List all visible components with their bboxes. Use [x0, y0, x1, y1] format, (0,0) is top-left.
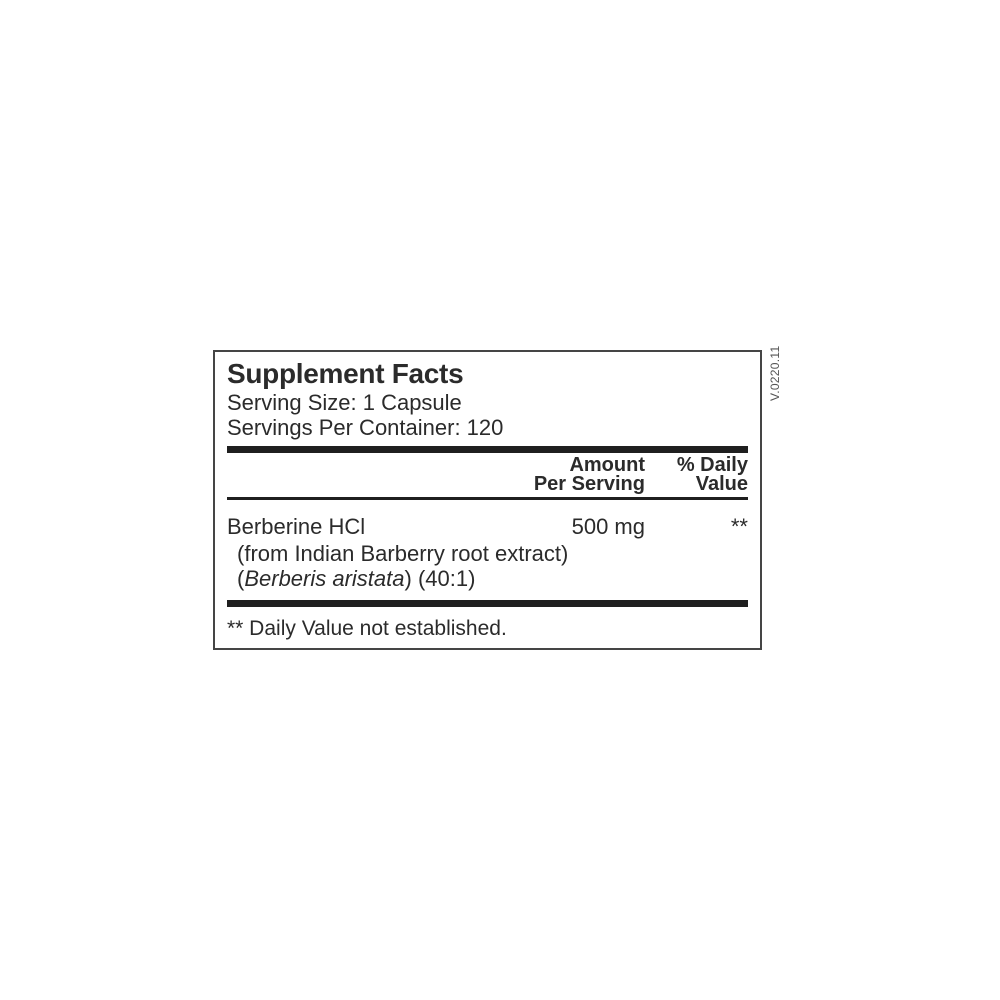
serving-size: Serving Size: 1 Capsule: [227, 390, 462, 415]
dv-header-line2: Value: [695, 473, 748, 495]
ingredient-amount: 500 mg: [571, 514, 645, 539]
amount-per-serving-header: [530, 456, 645, 494]
header-spacer: [227, 456, 530, 494]
botanical-name: Berberis aristata: [244, 566, 405, 591]
botanical-paren-open: (: [237, 566, 245, 591]
panel-title: Supplement Facts: [227, 358, 464, 389]
botanical-ratio: ) (40:1): [404, 566, 476, 591]
divider-thick-bottom: [227, 600, 748, 607]
divider-thick-top: [227, 446, 748, 453]
divider-thin-header: [227, 497, 748, 500]
servings-per-container: Servings Per Container: 120: [227, 415, 504, 440]
amount-header-line2: Per Serving: [533, 473, 645, 495]
ingredient-name: Berberine HCl: [227, 514, 366, 539]
ingredient-source-detail: (from Indian Barberry root extract): [237, 541, 569, 566]
supplement-facts-panel: [213, 350, 762, 650]
column-headers: [227, 456, 748, 494]
ingredient-row: [227, 515, 748, 538]
ingredient-botanical-detail: [227, 566, 748, 591]
ingredient-daily-value: **: [730, 514, 748, 539]
amount-header-line1: Amount: [569, 454, 645, 476]
dv-header-line1: % Daily: [676, 454, 748, 476]
percent-daily-value-header: [645, 456, 748, 494]
version-code: V.0220.11: [768, 345, 782, 401]
daily-value-footnote: ** Daily Value not established.: [227, 617, 507, 640]
